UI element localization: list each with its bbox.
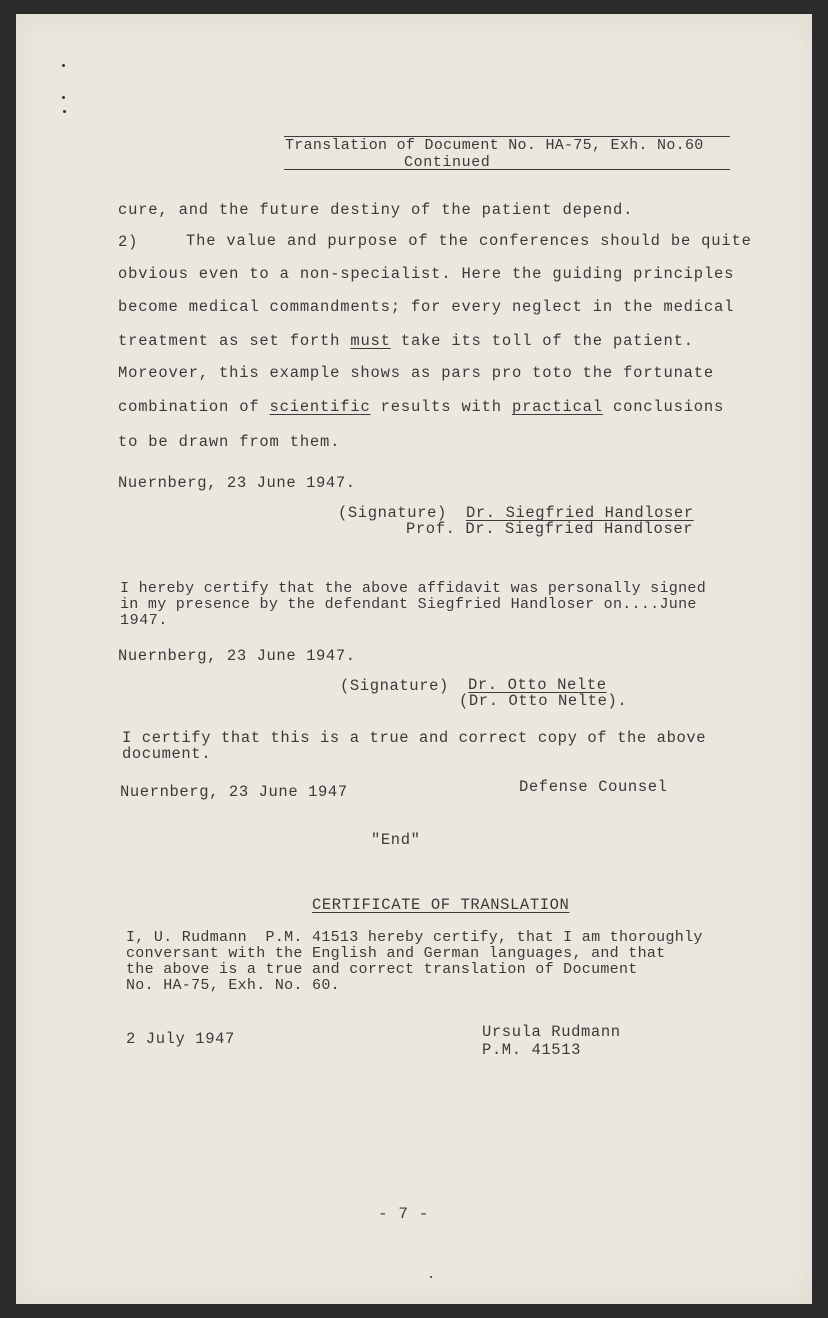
body-line bbox=[118, 399, 724, 415]
body-text: take its toll of the patient. bbox=[390, 332, 694, 350]
body-text: conclusions bbox=[602, 398, 725, 416]
translation-cert-line: I, U. Rudmann P.M. 41513 hereby certify, that I am thoroughly bbox=[126, 929, 703, 946]
body-line: The value and purpose of the conferences should be quite bbox=[186, 232, 752, 250]
body-text: results with bbox=[370, 398, 512, 416]
body-line: obvious even to a non-specialist. Here the guiding principles bbox=[118, 265, 735, 283]
defense-counsel-label: Defense Counsel bbox=[519, 778, 668, 796]
underlined-word: practical bbox=[511, 398, 603, 416]
certification-place-date: Nuernberg, 23 June 1947. bbox=[118, 647, 356, 665]
signature-typed-name: (Dr. Otto Nelte). bbox=[459, 692, 628, 710]
signature-name: Dr. Siegfried Handloser bbox=[466, 504, 694, 522]
body-line: become medical commandments; for every neglect in the medical bbox=[118, 298, 735, 316]
header-continued: Continued bbox=[404, 154, 491, 171]
certification-line: 1947. bbox=[120, 612, 169, 629]
copy-cert-line: I certify that this is a true and correct copy of the above bbox=[122, 729, 707, 747]
signature-typed-name: Prof. Dr. Siegfried Handloser bbox=[406, 520, 694, 538]
end-marker: "End" bbox=[371, 831, 421, 849]
page-mark bbox=[430, 1276, 432, 1278]
signature-label: (Signature) bbox=[338, 504, 447, 522]
document-page bbox=[16, 14, 812, 1304]
margin-mark bbox=[62, 96, 65, 99]
page-number: - 7 - bbox=[378, 1205, 430, 1223]
copy-cert-line: document. bbox=[122, 745, 212, 763]
underlined-word: scientific bbox=[269, 398, 371, 416]
body-text: combination of bbox=[118, 398, 270, 416]
translation-cert-line: the above is a true and correct translation of Document bbox=[126, 961, 638, 978]
body-line: to be drawn from them. bbox=[118, 433, 341, 451]
body-line: cure, and the future destiny of the patient depend. bbox=[118, 201, 634, 219]
certification-line: I hereby certify that the above affidavit was personally signed bbox=[120, 580, 706, 597]
translator-name: Ursula Rudmann bbox=[482, 1023, 621, 1041]
copy-cert-place-date: Nuernberg, 23 June 1947 bbox=[120, 783, 348, 801]
translation-date: 2 July 1947 bbox=[126, 1030, 235, 1048]
body-text: treatment as set forth bbox=[118, 332, 351, 350]
translation-cert-title: CERTIFICATE OF TRANSLATION bbox=[312, 896, 570, 914]
certification-line: in my presence by the defendant Siegfried Handloser on....June bbox=[120, 596, 697, 613]
paragraph-number: 2) bbox=[118, 233, 139, 251]
underlined-word: must bbox=[350, 332, 391, 350]
signature-name: Dr. Otto Nelte bbox=[468, 676, 607, 694]
margin-mark bbox=[63, 110, 66, 113]
translation-cert-line: conversant with the English and German languages, and that bbox=[126, 945, 666, 962]
header-bottom-rule bbox=[284, 169, 730, 170]
margin-mark bbox=[62, 64, 65, 67]
translator-pm: P.M. 41513 bbox=[482, 1041, 582, 1059]
body-line bbox=[118, 333, 694, 349]
header-title: Translation of Document No. HA-75, Exh. No.60 bbox=[285, 137, 704, 154]
translation-cert-line: No. HA-75, Exh. No. 60. bbox=[126, 977, 340, 994]
body-line: Moreover, this example shows as pars pro toto the fortunate bbox=[118, 364, 714, 382]
affidavit-place-date: Nuernberg, 23 June 1947. bbox=[118, 474, 356, 492]
signature-label: (Signature) bbox=[340, 677, 449, 695]
